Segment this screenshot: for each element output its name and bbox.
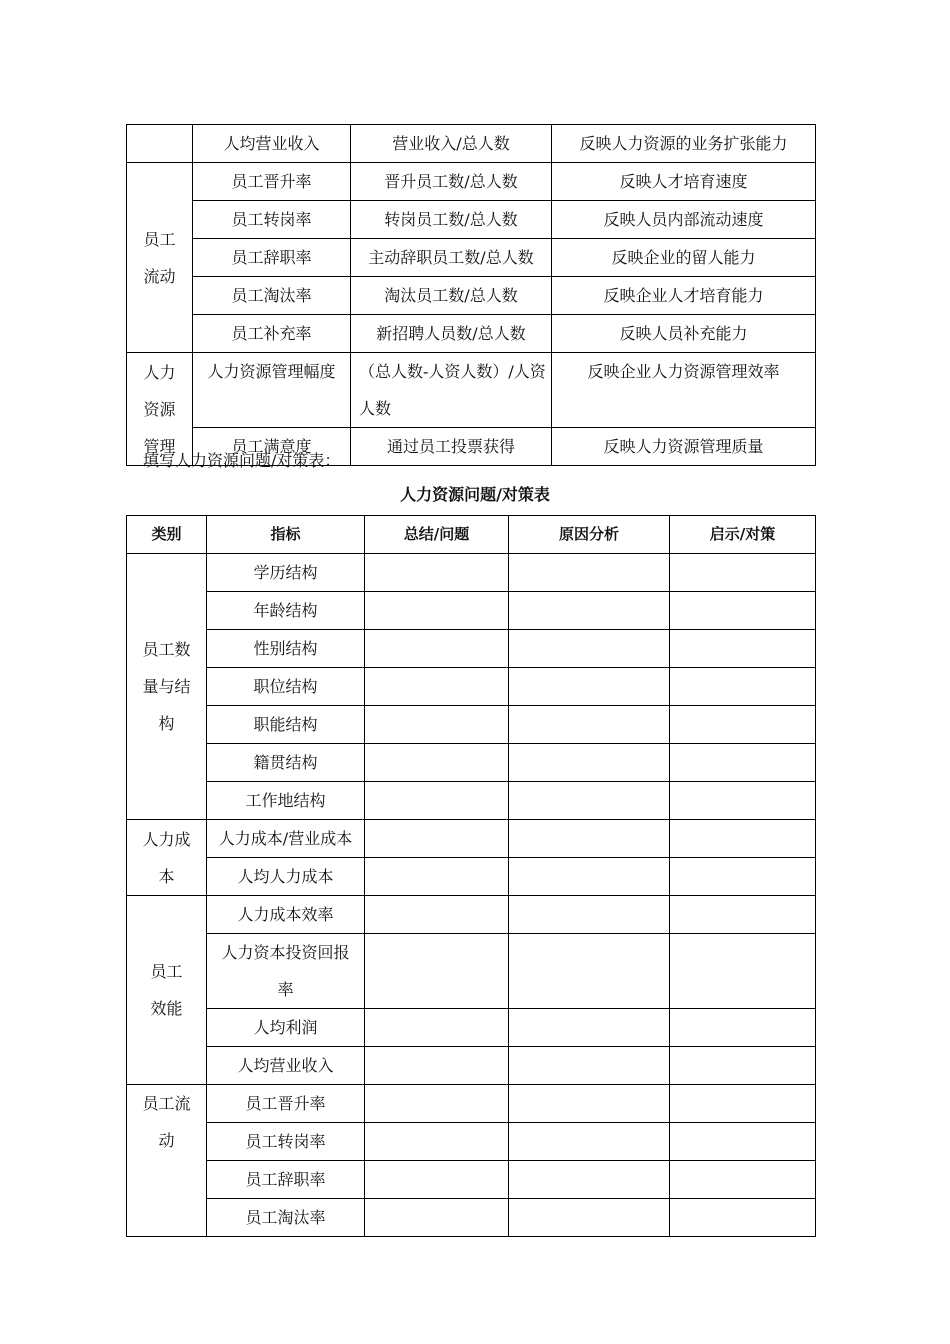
strategy-input-cell[interactable] bbox=[670, 1123, 816, 1161]
indicator-name: 员工辞职率 bbox=[207, 1161, 365, 1199]
summary-input-cell[interactable] bbox=[365, 1047, 509, 1085]
category-label: 人力资源管理 bbox=[143, 362, 176, 456]
indicator-name: 员工晋升率 bbox=[207, 1085, 365, 1123]
strategy-input-cell[interactable] bbox=[670, 554, 816, 592]
cause-input-cell[interactable] bbox=[509, 1085, 670, 1123]
indicator-formula: 转岗员工数/总人数 bbox=[351, 201, 552, 239]
strategy-input-cell[interactable] bbox=[670, 1199, 816, 1237]
indicator-name: 员工补充率 bbox=[193, 315, 351, 353]
category-label: 人力成本 bbox=[142, 829, 191, 886]
table-row bbox=[127, 125, 816, 163]
table-row bbox=[127, 896, 816, 934]
summary-input-cell[interactable] bbox=[365, 1009, 509, 1047]
strategy-input-cell[interactable] bbox=[670, 858, 816, 896]
summary-input-cell[interactable] bbox=[365, 668, 509, 706]
table-row bbox=[127, 934, 816, 1009]
header-row bbox=[127, 516, 816, 554]
table-row bbox=[127, 668, 816, 706]
indicator-meaning: 反映人员补充能力 bbox=[552, 315, 816, 353]
indicator-name: 工作地结构 bbox=[207, 782, 365, 820]
cause-input-cell[interactable] bbox=[509, 934, 670, 1009]
category-label: 员工流动 bbox=[142, 1094, 191, 1150]
table-row bbox=[127, 277, 816, 315]
strategy-input-cell[interactable] bbox=[670, 706, 816, 744]
indicator-meaning: 反映人力资源管理质量 bbox=[552, 428, 816, 466]
table-row bbox=[127, 1085, 816, 1123]
table-row bbox=[127, 239, 816, 277]
strategy-input-cell[interactable] bbox=[670, 1161, 816, 1199]
cause-input-cell[interactable] bbox=[509, 1009, 670, 1047]
summary-input-cell[interactable] bbox=[365, 630, 509, 668]
table-row bbox=[127, 1047, 816, 1085]
cause-input-cell[interactable] bbox=[509, 1199, 670, 1237]
strategy-input-cell[interactable] bbox=[670, 934, 816, 1009]
strategy-input-cell[interactable] bbox=[670, 896, 816, 934]
cause-input-cell[interactable] bbox=[509, 706, 670, 744]
indicator-name: 员工满意度 bbox=[193, 428, 351, 466]
strategy-input-cell[interactable] bbox=[670, 744, 816, 782]
indicator-meaning: 反映企业人才培育能力 bbox=[552, 277, 816, 315]
indicator-table bbox=[126, 124, 816, 466]
indicator-meaning: 反映人才培育速度 bbox=[552, 163, 816, 201]
table-title: 人力资源问题/对策表 bbox=[400, 485, 550, 504]
indicator-formula: 新招聘人员数/总人数 bbox=[351, 315, 552, 353]
indicator-meaning: 反映人员内部流动速度 bbox=[552, 201, 816, 239]
strategy-input-cell[interactable] bbox=[670, 1085, 816, 1123]
cause-input-cell[interactable] bbox=[509, 630, 670, 668]
summary-input-cell[interactable] bbox=[365, 592, 509, 630]
indicator-formula: 营业收入/总人数 bbox=[351, 125, 552, 163]
indicator-formula: 晋升员工数/总人数 bbox=[351, 163, 552, 201]
cause-input-cell[interactable] bbox=[509, 896, 670, 934]
table-row bbox=[127, 1161, 816, 1199]
summary-input-cell[interactable] bbox=[365, 1085, 509, 1123]
table-cell bbox=[127, 125, 193, 163]
column-header: 启示/对策 bbox=[670, 516, 816, 554]
strategy-input-cell[interactable] bbox=[670, 1047, 816, 1085]
summary-input-cell[interactable] bbox=[365, 896, 509, 934]
table-row bbox=[127, 592, 816, 630]
category-cell bbox=[127, 820, 207, 896]
summary-input-cell[interactable] bbox=[365, 782, 509, 820]
indicator-name: 人力成本/营业成本 bbox=[207, 820, 365, 858]
table-row bbox=[127, 706, 816, 744]
indicator-formula: （总人数-人资人数）/人资人数 bbox=[351, 353, 552, 428]
cause-input-cell[interactable] bbox=[509, 744, 670, 782]
category-cell bbox=[127, 163, 193, 353]
indicator-name: 员工淘汰率 bbox=[193, 277, 351, 315]
indicator-name: 职能结构 bbox=[207, 706, 365, 744]
summary-input-cell[interactable] bbox=[365, 1199, 509, 1237]
strategy-input-cell[interactable] bbox=[670, 1009, 816, 1047]
column-header: 指标 bbox=[207, 516, 365, 554]
cause-input-cell[interactable] bbox=[509, 820, 670, 858]
strategy-input-cell[interactable] bbox=[670, 668, 816, 706]
summary-input-cell[interactable] bbox=[365, 1123, 509, 1161]
table-row bbox=[127, 858, 816, 896]
cause-input-cell[interactable] bbox=[509, 554, 670, 592]
indicator-name: 人均营业收入 bbox=[193, 125, 351, 163]
indicator-name: 员工转岗率 bbox=[193, 201, 351, 239]
indicator-meaning: 反映人力资源的业务扩张能力 bbox=[552, 125, 816, 163]
indicator-name: 籍贯结构 bbox=[207, 744, 365, 782]
table-row bbox=[127, 1009, 816, 1047]
summary-input-cell[interactable] bbox=[365, 706, 509, 744]
table-row bbox=[127, 353, 816, 428]
table-row bbox=[127, 820, 816, 858]
category-label: 员工数量与结构 bbox=[142, 640, 191, 733]
summary-input-cell[interactable] bbox=[365, 1161, 509, 1199]
column-header: 总结/问题 bbox=[365, 516, 509, 554]
cause-input-cell[interactable] bbox=[509, 592, 670, 630]
indicator-name: 人均营业收入 bbox=[207, 1047, 365, 1085]
summary-input-cell[interactable] bbox=[365, 554, 509, 592]
indicator-name: 人均人力成本 bbox=[207, 858, 365, 896]
column-header: 原因分析 bbox=[509, 516, 670, 554]
table-row bbox=[127, 1199, 816, 1237]
table-row bbox=[127, 782, 816, 820]
column-header: 类别 bbox=[127, 516, 207, 554]
cause-input-cell[interactable] bbox=[509, 782, 670, 820]
strategy-input-cell[interactable] bbox=[670, 820, 816, 858]
table-row bbox=[127, 201, 816, 239]
indicator-name: 年龄结构 bbox=[207, 592, 365, 630]
summary-input-cell[interactable] bbox=[365, 820, 509, 858]
indicator-name: 人力资本投资回报率 bbox=[207, 934, 365, 1009]
table-row bbox=[127, 744, 816, 782]
indicator-name: 人均利润 bbox=[207, 1009, 365, 1047]
indicator-meaning: 反映企业的留人能力 bbox=[552, 239, 816, 277]
category-label: 员工效能 bbox=[150, 962, 183, 1018]
cause-input-cell[interactable] bbox=[509, 668, 670, 706]
category-cell bbox=[127, 554, 207, 820]
indicator-name: 学历结构 bbox=[207, 554, 365, 592]
indicator-name: 员工晋升率 bbox=[193, 163, 351, 201]
category-cell bbox=[127, 896, 207, 1085]
strategy-input-cell[interactable] bbox=[670, 782, 816, 820]
indicator-name: 员工辞职率 bbox=[193, 239, 351, 277]
category-label: 员工流动 bbox=[143, 229, 176, 286]
table-row bbox=[127, 1123, 816, 1161]
intro-text: 填写人力资源问题/对策表： bbox=[143, 451, 341, 470]
cause-input-cell[interactable] bbox=[509, 858, 670, 896]
problem-strategy-table bbox=[126, 515, 816, 1237]
cause-input-cell[interactable] bbox=[509, 1047, 670, 1085]
indicator-formula: 通过员工投票获得 bbox=[351, 428, 552, 466]
indicator-name: 员工淘汰率 bbox=[207, 1199, 365, 1237]
category-cell bbox=[127, 1085, 207, 1237]
indicator-formula: 主动辞职员工数/总人数 bbox=[351, 239, 552, 277]
indicator-formula: 淘汰员工数/总人数 bbox=[351, 277, 552, 315]
strategy-input-cell[interactable] bbox=[670, 592, 816, 630]
indicator-meaning: 反映企业人力资源管理效率 bbox=[552, 353, 816, 428]
table-row bbox=[127, 315, 816, 353]
strategy-input-cell[interactable] bbox=[670, 630, 816, 668]
indicator-name: 性别结构 bbox=[207, 630, 365, 668]
cause-input-cell[interactable] bbox=[509, 1161, 670, 1199]
summary-input-cell[interactable] bbox=[365, 744, 509, 782]
table-row bbox=[127, 163, 816, 201]
indicator-name: 员工转岗率 bbox=[207, 1123, 365, 1161]
table-row bbox=[127, 630, 816, 668]
cause-input-cell[interactable] bbox=[509, 1123, 670, 1161]
table-row bbox=[127, 554, 816, 592]
indicator-name: 人力成本效率 bbox=[207, 896, 365, 934]
summary-input-cell[interactable] bbox=[365, 858, 509, 896]
indicator-name: 职位结构 bbox=[207, 668, 365, 706]
summary-input-cell[interactable] bbox=[365, 934, 509, 1009]
indicator-name: 人力资源管理幅度 bbox=[193, 353, 351, 428]
